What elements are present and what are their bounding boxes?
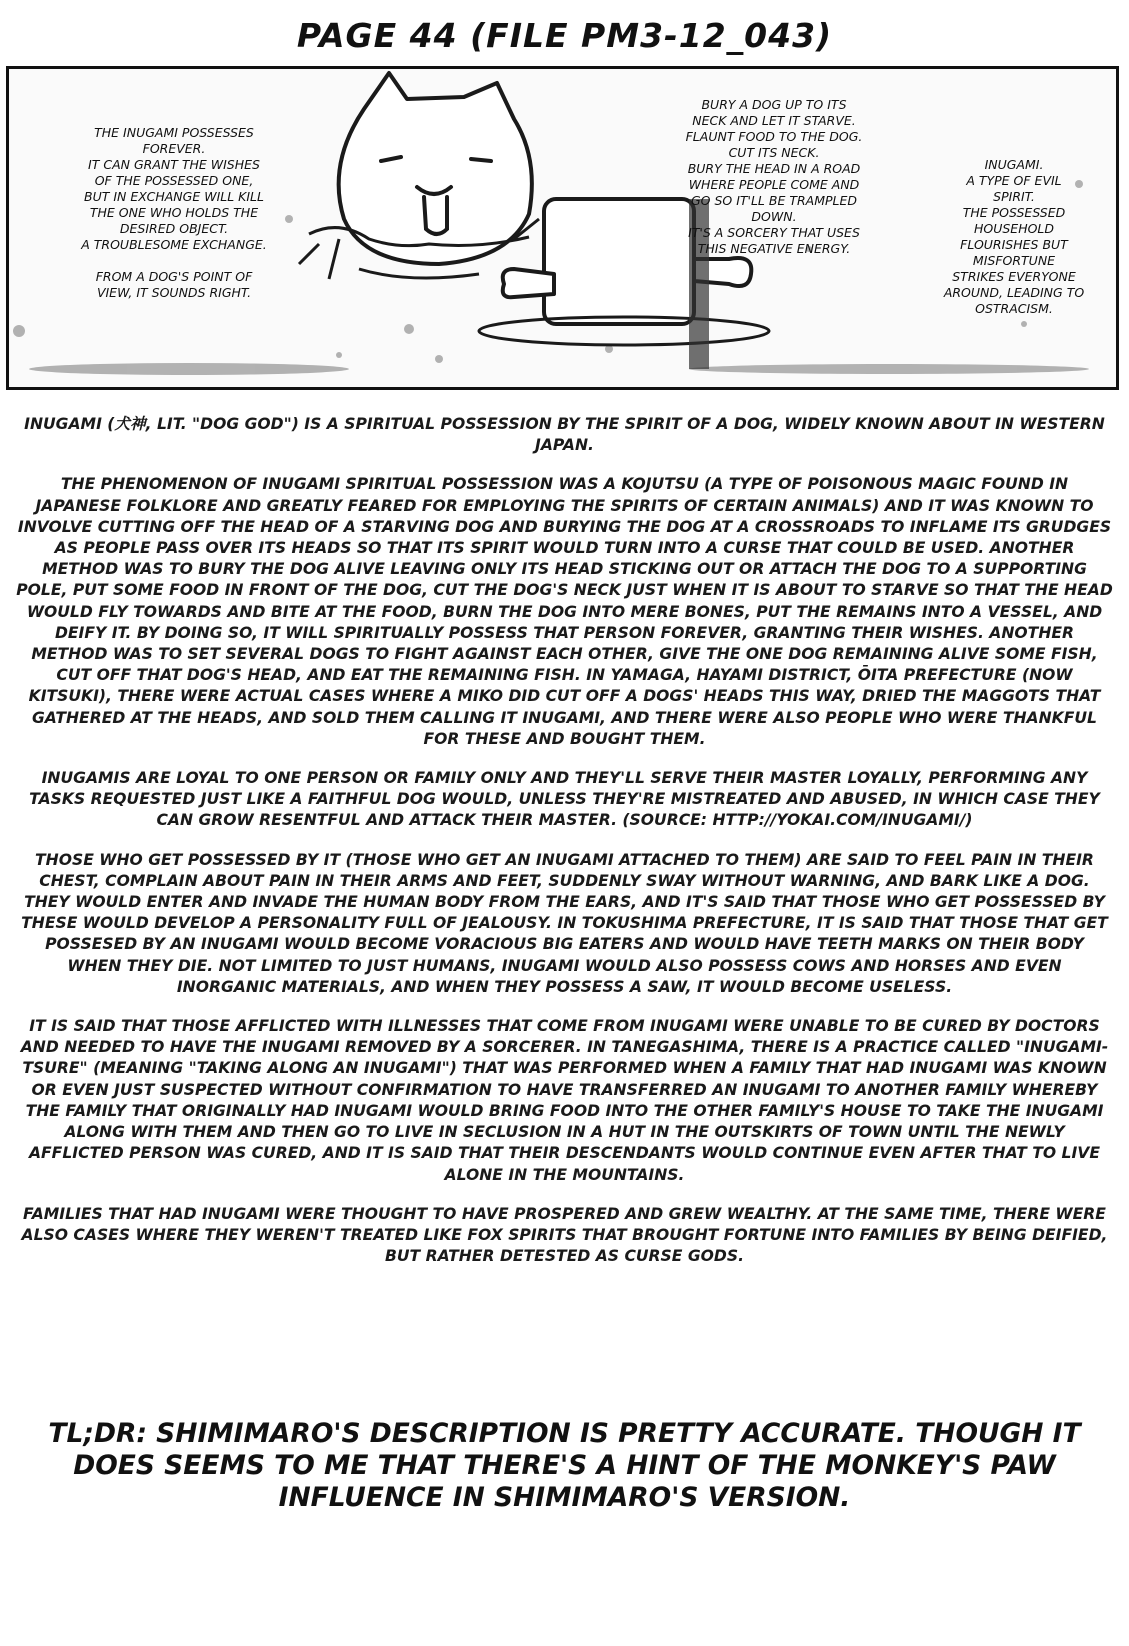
note-line: WHERE PEOPLE COME AND xyxy=(688,177,860,192)
tldr-summary: TL;DR: SHIMIMARO'S DESCRIPTION IS PRETTY ACCURATE. THOUGH IT DOES SEEMS TO ME THAT THERE'S A HINT OF THE MONKEY'S PAW INFLUENCE IN SHIMIMARO'S VERSION. xyxy=(48,1418,1081,1513)
note-line: GO SO IT'LL BE TRAMPLED xyxy=(690,193,858,208)
note-line: MISFORTUNE xyxy=(972,253,1056,268)
panel-note-evil-spirit xyxy=(919,157,1109,317)
paragraph-prosperity: FAMILIES THAT HAD INUGAMI WERE THOUGHT TO HAVE PROSPERED AND GREW WEALTHY. AT THE SAME TIME, THERE WERE ALSO CASES WHERE THEY WEREN'T TREATED LIKE FOX SPIRITS THAT BROUGHT FORTUNE INTO FAMILIES BY BEING DEIFIED, BUT RATHER DETESTED AS CURSE GODS. xyxy=(21,1204,1108,1266)
note-line: VIEW, IT SOUNDS RIGHT. xyxy=(96,285,252,300)
note-line: THE ONE WHO HOLDS THE xyxy=(89,205,259,220)
note-line: IT'S A SORCERY THAT USES xyxy=(688,225,860,240)
paragraph-kojutsu-methods: THE PHENOMENON OF INUGAMI SPIRITUAL POSSESSION WAS A KOJUTSU (A TYPE OF POISONOUS MAGIC FOUND IN JAPANESE FOLKLORE AND GREATLY FEARED FOR EMPLOYING THE SPIRITS OF CERTAIN ANIMALS) AND IT WAS KNOWN TO INVOLVE CUTTING OFF THE HEAD OF A STARVING DOG AND BURYING THE DOG AT A CROSSROADS TO INFLAME ITS GRUDGES AS PEOPLE PASS OVER ITS HEADS SO THAT ITS SPIRIT WOULD TURN INTO A CURSE THAT COULD BE USED. ANOTHER METHOD WAS TO BURY THE DOG ALIVE LEAVING ONLY ITS HEAD STICKING OUT OR ATTACH THE DOG TO A SUPPORTING POLE, PUT SOME FOOD IN FRONT OF THE DOG, CUT THE DOG'S NECK JUST WHEN IT IS ABOUT TO STARVE SO THAT THE HEAD WOULD FLY TOWARDS AND BITE AT THE FOOD, BURN THE DOG INTO MERE BONES, PUT THE REMAINS INTO A VESSEL, AND DEIFY IT. BY DOING SO, IT WILL SPIRITUALLY POSSESS THAT PERSON FOREVER, GRANTING THEIR WISHES. ANOTHER METHOD WAS TO SET SEVERAL DOGS TO FIGHT AGAINST EACH OTHER, GIVE THE ONE DOG REMAINING ALIVE SOME FISH, CUT OFF THAT DOG'S HEAD, AND EAT THE REMAINING FISH. IN YAMAGA, HAYAMI DISTRICT, ŌITA PREFECTURE (NOW KITSUKI), THERE WERE ACTUAL CASES WHERE A MIKO DID CUT OFF A DOGS' HEADS THIS WAY, DRIED THE MAGGOTS THAT GATHERED AT THE HEADS, AND SOLD THEM CALLING IT INUGAMI, AND THERE WERE ALSO PEOPLE WHO WERE THANKFUL FOR THESE AND BOUGHT THEM. xyxy=(16,475,1113,748)
translator-notes xyxy=(16,414,1113,1285)
paragraph-possession-symptoms: THOSE WHO GET POSSESSED BY IT (THOSE WHO GET AN INUGAMI ATTACHED TO THEM) ARE SAID TO FEEL PAIN IN THEIR CHEST, COMPLAIN ABOUT PAIN IN THEIR ARMS AND FEET, SUDDENLY SWAY WITHOUT WARNING, AND BARK LIKE A DOG. THEY WOULD ENTER AND INVADE THE HUMAN BODY FROM THE EARS, AND IT'S SAID THAT THOSE WHO GET POSSESSED BY THESE WOULD DEVELOP A PERSONALITY FULL OF JEALOUSY. IN TOKUSHIMA PREFECTURE, IT IS SAID THAT THOSE THAT GET POSSESED BY AN INUGAMI WOULD BECOME VORACIOUS BIG EATERS AND WOULD HAVE TEETH MARKS ON THEIR BODY WHEN THEY DIE. NOT LIMITED TO JUST HUMANS, INUGAMI WOULD ALSO POSSESS COWS AND HORSES AND EVEN INORGANIC MATERIALS, AND WHEN THEY POSSESS A SAW, IT WOULD BECOME USELESS. xyxy=(21,850,1108,996)
paragraph-loyalty: INUGAMIS ARE LOYAL TO ONE PERSON OR FAMILY ONLY AND THEY'LL SERVE THEIR MASTER LOYALLY, PERFORMING ANY TASKS REQUESTED JUST LIKE A FAITHFUL DOG WOULD, UNLESS THEY'RE MISTREATED AND ABUSED, IN WHICH CASE THEY CAN GROW RESENTFUL AND ATTACK THEIR MASTER. (SOURCE: HTTP://YOKAI.COM/INUGAMI/) xyxy=(29,769,1100,830)
paragraph-inugami-tsure: IT IS SAID THAT THOSE AFFLICTED WITH ILLNESSES THAT COME FROM INUGAMI WERE UNABLE TO BE CURED BY DOCTORS AND NEEDED TO HAVE THE INUGAMI REMOVED BY A SORCERER. IN TANEGASHIMA, THERE IS A PRACTICE CALLED "INUGAMI-TSURE" (MEANING "TAKING ALONG AN INUGAMI") THAT WAS PERFORMED WHEN A FAMILY THAT HAD INUGAMI WAS KNOWN OR EVEN JUST SUSPECTED WITHOUT CONFIRMATION TO HAVE TRANSFERRED AN INUGAMI TO ANOTHER FAMILY WHEREBY THE FAMILY THAT ORIGINALLY HAD INUGAMI WOULD BRING FOOD INTO THE OTHER FAMILY'S HOUSE TO TAKE THE INUGAMI ALONG WITH THEM AND THEN GO TO LIVE IN SECLUSION IN A HUT IN THE OUTSKIRTS OF TOWN UNTIL THE NEWLY AFFLICTED PERSON WAS CURED, AND IT IS SAID THAT THEIR DESCENDANTS WOULD CONTINUE EVEN AFTER THAT TO LIVE ALONE IN THE MOUNTAINS. xyxy=(20,1017,1109,1184)
note-line: A TROUBLESOME EXCHANGE. xyxy=(81,237,267,252)
note-line: THE INUGAMI POSSESSES xyxy=(94,125,254,140)
note-line: THIS NEGATIVE ENERGY. xyxy=(697,241,851,256)
note-line: BURY THE HEAD IN A ROAD xyxy=(687,161,861,176)
note-line: STRIKES EVERYONE xyxy=(952,269,1076,284)
note-line: FROM A DOG'S POINT OF xyxy=(95,269,253,284)
panel-note-inugami-exchange xyxy=(59,125,289,301)
note-line: HOUSEHOLD xyxy=(973,221,1055,236)
note-line: DESIRED OBJECT. xyxy=(119,221,229,236)
note-line: INUGAMI. xyxy=(984,157,1044,172)
note-line: CUT ITS NECK. xyxy=(728,145,820,160)
note-line: DOWN. xyxy=(751,209,797,224)
manga-panel xyxy=(6,66,1119,390)
note-line: FLAUNT FOOD TO THE DOG. xyxy=(685,129,863,144)
note-line: BUT IN EXCHANGE WILL KILL xyxy=(84,189,264,204)
note-line: SPIRIT. xyxy=(993,189,1035,204)
paragraph-inugami-definition: INUGAMI (犬神, LIT. "DOG GOD") IS A SPIRITUAL POSSESSION BY THE SPIRIT OF A DOG, WIDELY KNOWN ABOUT IN WESTERN JAPAN. xyxy=(24,415,1105,455)
note-line: AROUND, LEADING TO xyxy=(943,285,1085,300)
page-title: PAGE 44 (FILE PM3-12_043) xyxy=(296,16,833,55)
note-line: OSTRACISM. xyxy=(975,301,1053,316)
note-spacer xyxy=(59,253,289,269)
note-line: THE POSSESSED xyxy=(962,205,1066,220)
note-line: IT CAN GRANT THE WISHES xyxy=(88,157,260,172)
note-line: A TYPE OF EVIL xyxy=(966,173,1062,188)
panel-note-sorcery xyxy=(654,97,894,257)
note-line: FLOURISHES BUT xyxy=(960,237,1068,252)
note-line: NECK AND LET IT STARVE. xyxy=(692,113,856,128)
note-line: BURY A DOG UP TO ITS xyxy=(701,97,847,112)
note-line: OF THE POSSESSED ONE, xyxy=(94,173,254,188)
note-line: FOREVER. xyxy=(142,141,206,156)
